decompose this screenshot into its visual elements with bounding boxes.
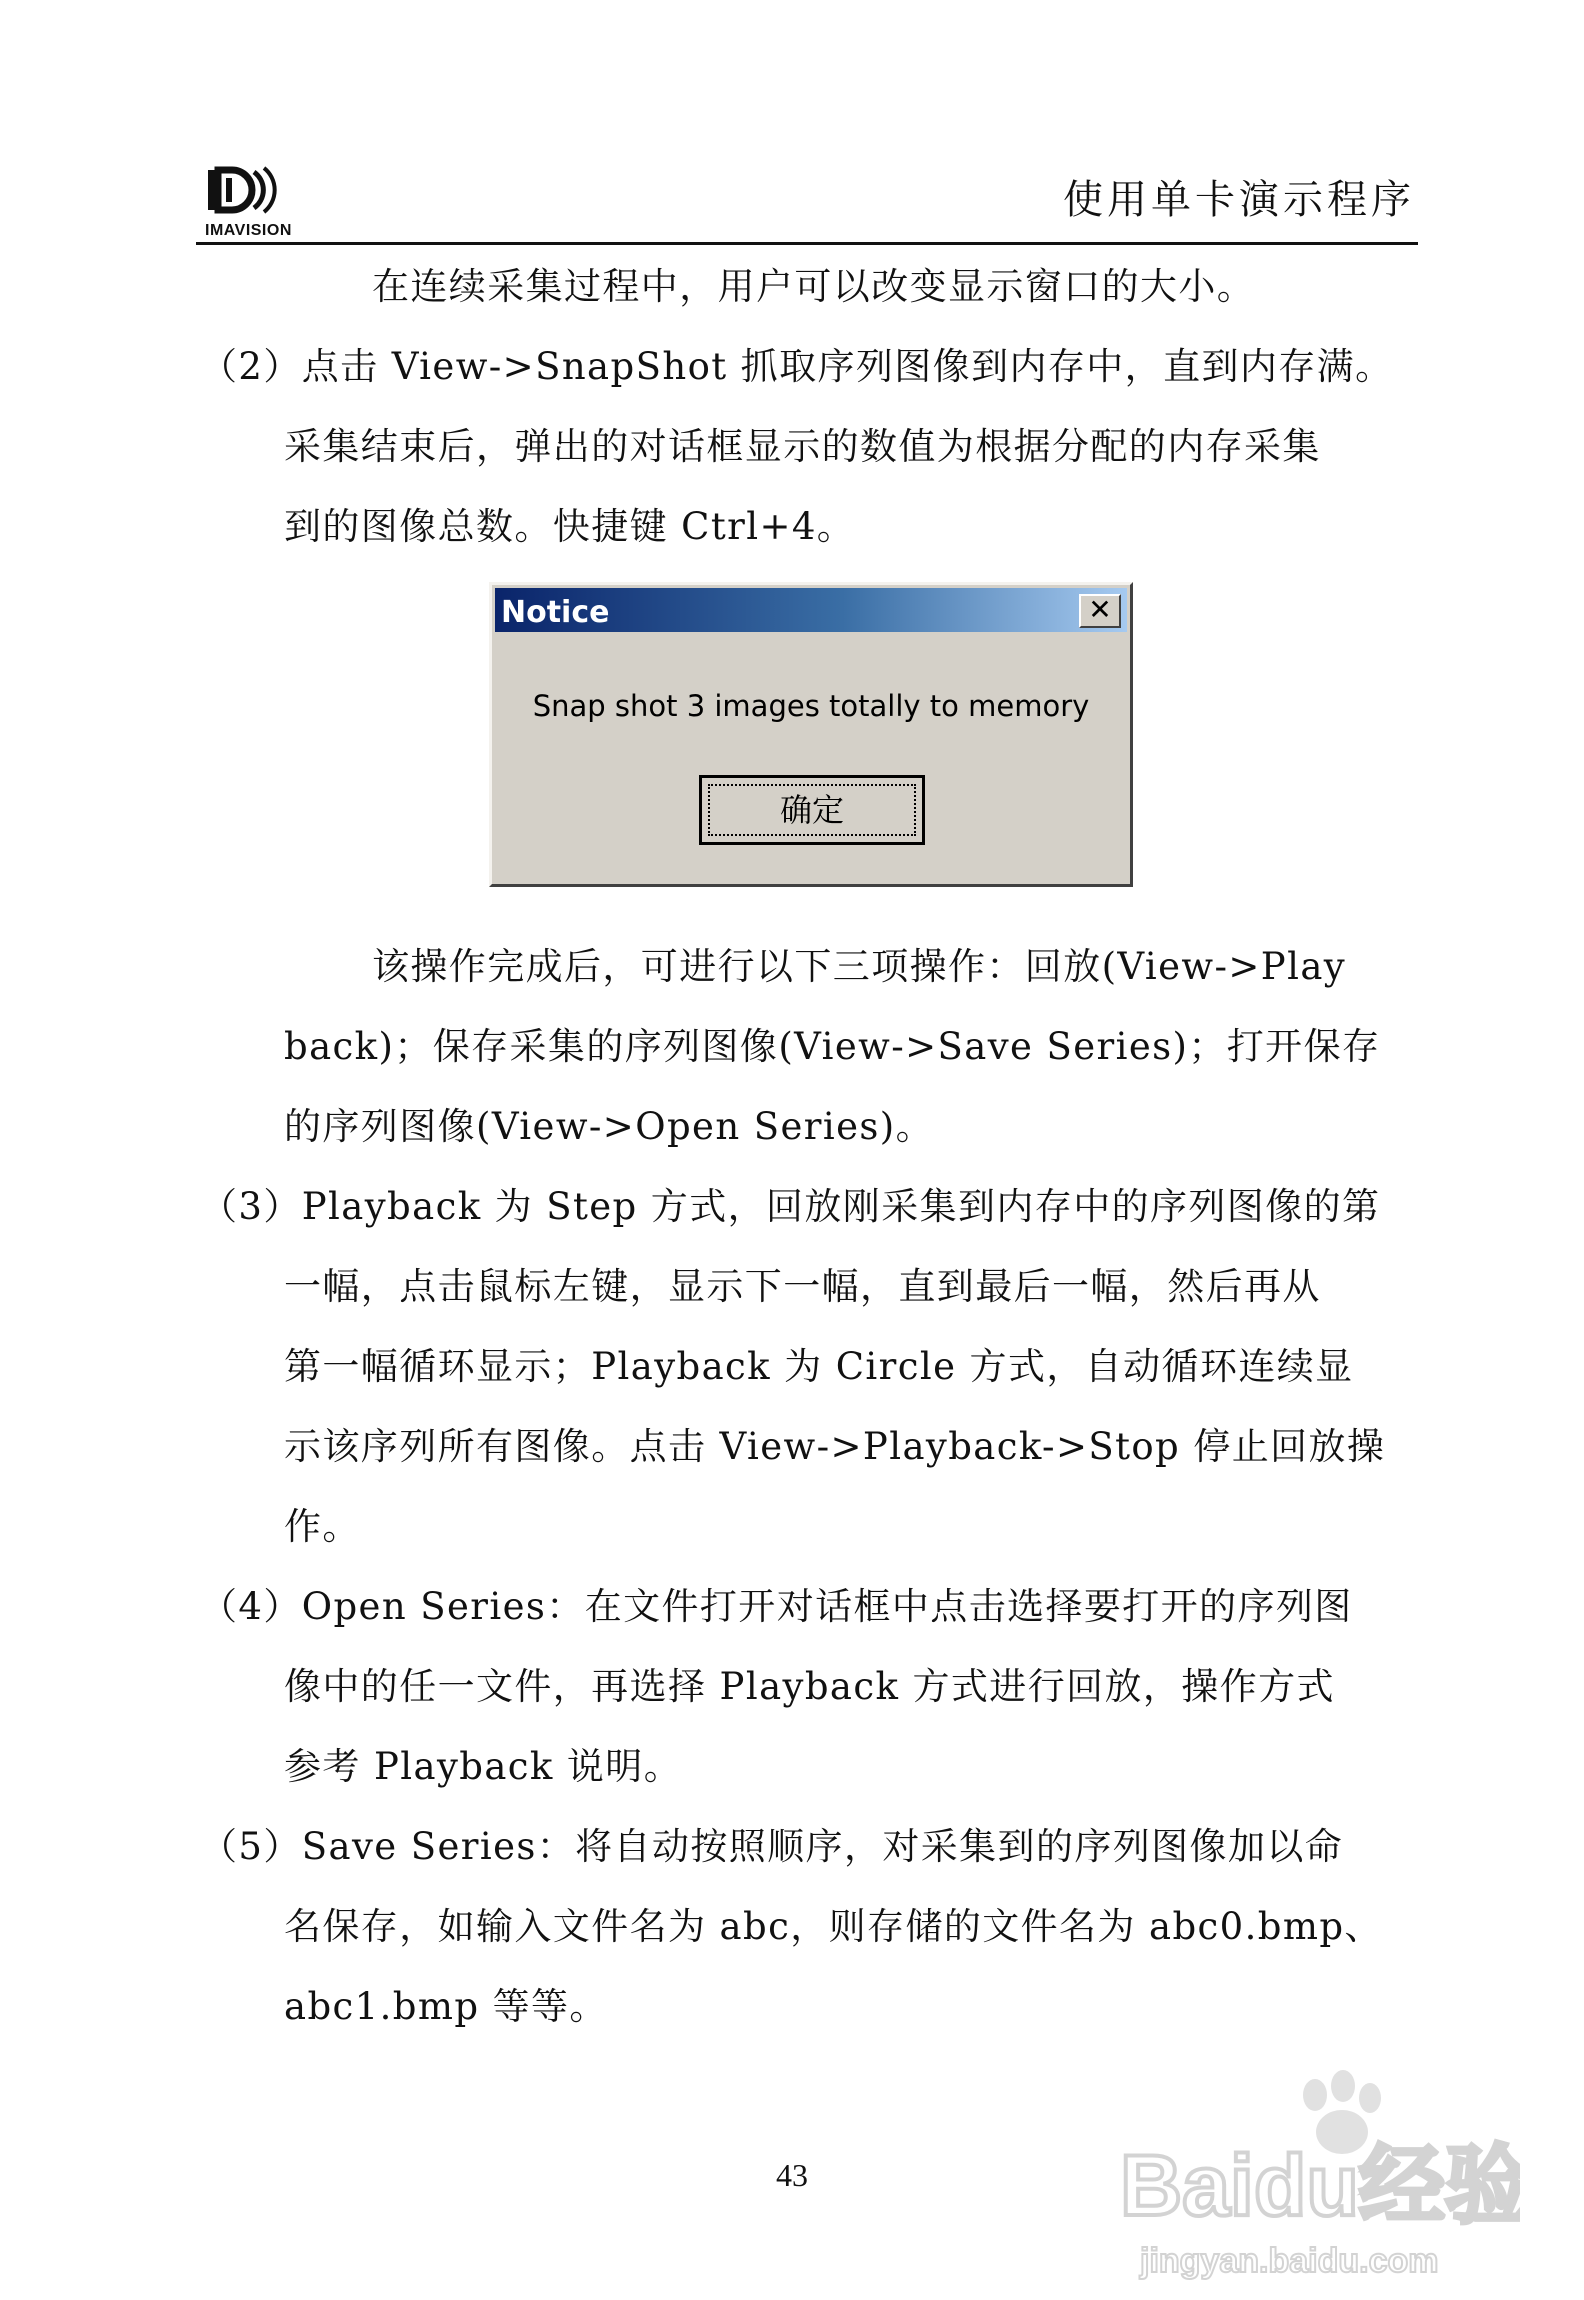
paragraph-line: 参考 Playback 说明。 — [284, 1745, 683, 1788]
paragraph-line: 第一幅循环显示；Playback 为 Circle 方式，自动循环连续显 — [284, 1345, 1354, 1388]
paragraph-line: 的序列图像(View->Open Series)。 — [284, 1105, 934, 1148]
header-rule — [196, 242, 1418, 245]
watermark-url: jingyan.baidu.com — [1140, 2242, 1439, 2280]
baidu-jingyan-watermark — [1100, 2050, 1520, 2280]
logo-mark-icon — [200, 162, 320, 222]
paragraph-line: 像中的任一文件，再选择 Playback 方式进行回放，操作方式 — [284, 1665, 1335, 1708]
paragraph-line: （5）Save Series：将自动按照顺序，对采集到的序列图像加以命 — [200, 1825, 1344, 1868]
page-header — [200, 156, 1415, 244]
logo-text: IMAVISION — [205, 222, 292, 239]
paragraph-line: 名保存，如输入文件名为 abc，则存储的文件名为 abc0.bmp、 — [284, 1905, 1383, 1948]
paragraph-line: （2）点击 View->SnapShot 抓取序列图像到内存中，直到内存满。 — [200, 345, 1394, 388]
close-icon: ✕ — [1088, 593, 1112, 626]
paragraph-line: 一幅，点击鼠标左键，显示下一幅，直到最后一幅，然后再从 — [284, 1265, 1321, 1308]
paw-logo-icon — [1100, 2050, 1520, 2280]
paragraph-line: 该操作完成后，可进行以下三项操作：回放(View->Play — [372, 945, 1347, 988]
paragraph-line: 在连续采集过程中，用户可以改变显示窗口的大小。 — [372, 265, 1256, 308]
dialog-titlebar — [495, 588, 1127, 632]
paragraph-line: 采集结束后，弹出的对话框显示的数值为根据分配的内存采集 — [284, 425, 1321, 468]
dialog-title: Notice — [501, 595, 610, 630]
paragraph-line: 作。 — [284, 1505, 361, 1548]
imavision-logo — [200, 162, 320, 242]
close-button[interactable] — [1079, 594, 1121, 628]
chapter-title: 使用单卡演示程序 — [1063, 177, 1415, 223]
paragraph-line: （4）Open Series：在文件打开对话框中点击选择要打开的序列图 — [200, 1585, 1353, 1628]
page-number: 43 — [776, 2157, 808, 2193]
watermark-brand: Baidu经验 — [1120, 2138, 1520, 2234]
paragraph-line: 到的图像总数。快捷键 Ctrl+4。 — [284, 505, 856, 548]
ok-button[interactable] — [699, 775, 925, 845]
paragraph-line: abc1.bmp 等等。 — [284, 1985, 608, 2028]
ok-button-label: 确定 — [708, 784, 916, 836]
paragraph-line: back)；保存采集的序列图像(View->Save Series)；打开保存 — [284, 1025, 1381, 1068]
paragraph-line: 示该序列所有图像。点击 View->Playback->Stop 停止回放操 — [284, 1425, 1386, 1468]
paragraph-line: （3）Playback 为 Step 方式，回放刚采集到内存中的序列图像的第 — [200, 1185, 1381, 1228]
dialog-message: Snap shot 3 images totally to memory — [532, 689, 1090, 723]
notice-dialog — [489, 582, 1133, 887]
